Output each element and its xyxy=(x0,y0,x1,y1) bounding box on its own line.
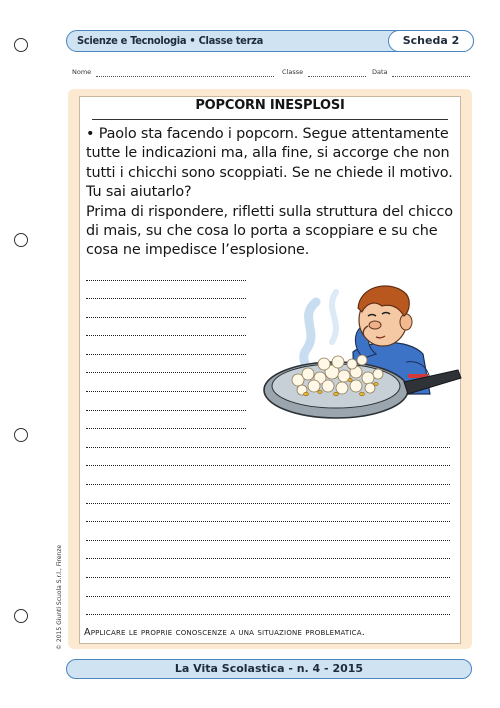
name-field[interactable] xyxy=(96,76,274,77)
binder-hole-icon xyxy=(14,428,28,442)
header-bar xyxy=(66,30,474,52)
exercise-paragraph: • Paolo sta facendo i popcorn. Segue attentamente tutte le indicazioni ma, alla fine, si accorge che non tutti i chicchi sono scoppiati. Se ne chiede il motivo. Tu sai aiutarlo? xyxy=(86,126,453,201)
answer-line[interactable] xyxy=(86,372,246,373)
answer-line[interactable] xyxy=(86,577,450,578)
binder-hole-icon xyxy=(14,233,28,247)
answer-line[interactable] xyxy=(86,428,246,429)
exercise-text xyxy=(86,125,460,261)
subject-label: Scienze e Tecnologia • Classe terza xyxy=(77,34,264,47)
answer-line[interactable] xyxy=(86,447,450,448)
boy-with-popcorn-illustration xyxy=(258,262,464,434)
class-label: Classe xyxy=(282,68,304,76)
answer-line[interactable] xyxy=(86,484,450,485)
title-divider xyxy=(92,119,448,120)
answer-line[interactable] xyxy=(86,614,450,615)
answer-line[interactable] xyxy=(86,465,450,466)
binder-hole-icon xyxy=(14,38,28,52)
answer-line[interactable] xyxy=(86,503,450,504)
name-label: Nome xyxy=(72,68,92,76)
learning-objective: Applicare le proprie conoscenze a una situazione problematica. xyxy=(84,627,365,638)
answer-line[interactable] xyxy=(86,317,246,318)
answer-line[interactable] xyxy=(86,335,246,336)
answer-line[interactable] xyxy=(86,558,450,559)
class-field[interactable] xyxy=(308,76,366,77)
exercise-paragraph: Prima di rispondere, rifletti sulla struttura del chicco di mais, su che cosa lo porta a scoppiare e su che cosa ne impedisce l’esplosione. xyxy=(86,203,453,259)
sheet-tab: Scheda 2 xyxy=(388,30,474,52)
date-field[interactable] xyxy=(392,76,470,77)
answer-line[interactable] xyxy=(86,521,450,522)
answer-line[interactable] xyxy=(86,596,450,597)
answer-line[interactable] xyxy=(86,280,246,281)
answer-line[interactable] xyxy=(86,354,246,355)
copyright-credit: © 2015 Giunti Scuola S.r.l., Firenze xyxy=(56,544,63,650)
answer-line[interactable] xyxy=(86,410,246,411)
binder-hole-icon xyxy=(14,609,28,623)
publication-footer: La Vita Scolastica - n. 4 - 2015 xyxy=(66,659,472,679)
answer-line[interactable] xyxy=(86,540,450,541)
student-info-row xyxy=(72,68,472,80)
worksheet-title: POPCORN INESPLOSI xyxy=(195,98,345,113)
answer-line[interactable] xyxy=(86,298,246,299)
answer-line[interactable] xyxy=(86,391,246,392)
date-label: Data xyxy=(372,68,388,76)
